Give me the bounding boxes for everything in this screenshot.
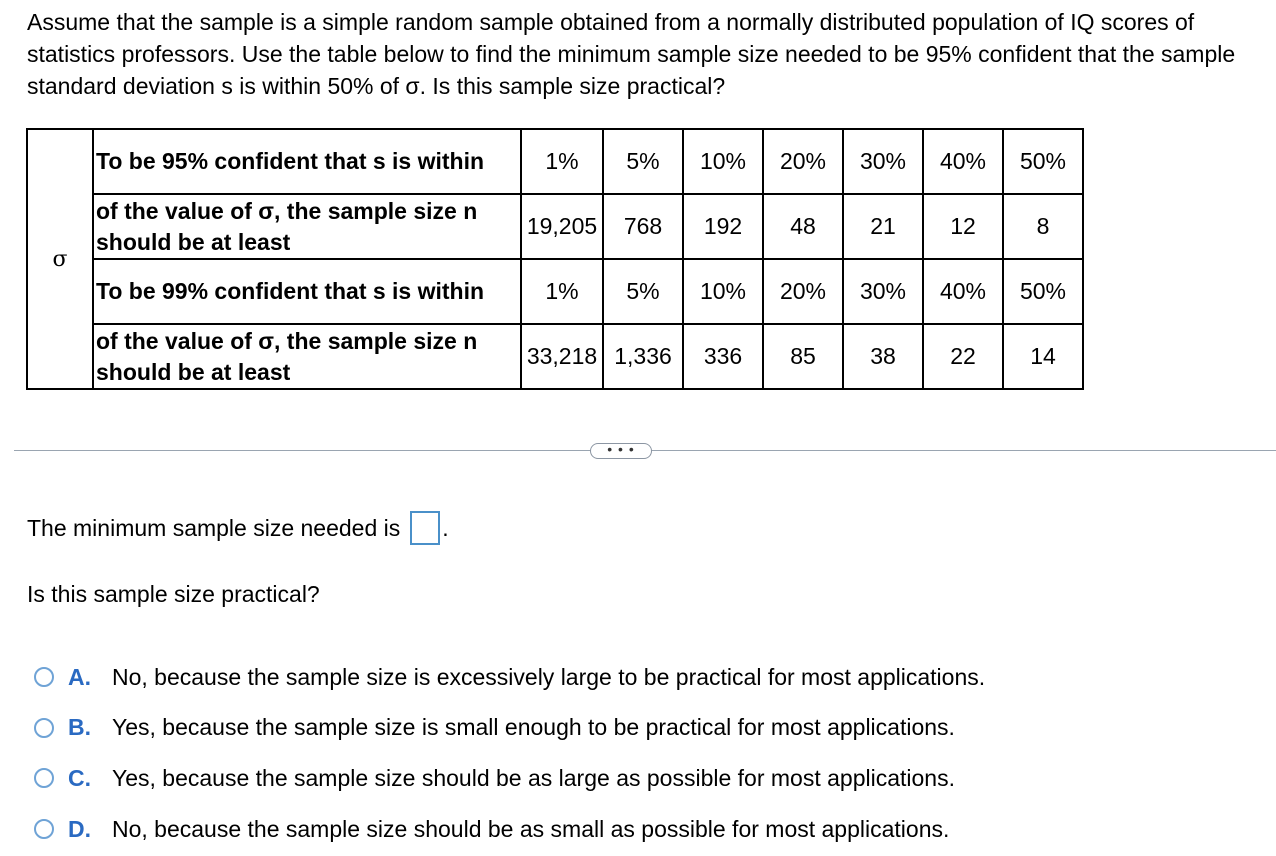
table-cell: 768 (603, 194, 683, 259)
radio-button-d[interactable] (34, 819, 54, 839)
table-cell: 21 (843, 194, 923, 259)
table-cell: 8 (1003, 194, 1083, 259)
table-cell: 33,218 (521, 324, 603, 389)
option-d[interactable] (34, 804, 985, 855)
table-row (27, 194, 1083, 259)
table-cell: 1% (521, 129, 603, 194)
option-a[interactable] (34, 652, 985, 703)
row-label: To be 99% confident that s is within (93, 259, 521, 324)
table-cell: 40% (923, 129, 1003, 194)
table-cell: 19,205 (521, 194, 603, 259)
answer-options (34, 652, 985, 854)
table-cell: 12 (923, 194, 1003, 259)
table-cell: 1,336 (603, 324, 683, 389)
table-cell: 1% (521, 259, 603, 324)
option-text: No, because the sample size should be as small as possible for most applications. (112, 815, 950, 842)
table-cell: 10% (683, 259, 763, 324)
table-cell: 30% (843, 129, 923, 194)
table-cell: 48 (763, 194, 843, 259)
radio-button-c[interactable] (34, 768, 54, 788)
option-letter: C. (68, 764, 91, 791)
option-text: Yes, because the sample size is small enough to be practical for most applications. (112, 714, 955, 741)
table-cell: 5% (603, 259, 683, 324)
sigma-symbol: σ (27, 129, 93, 389)
option-text: No, because the sample size is excessively large to be practical for most applications. (112, 663, 986, 690)
show-more-button[interactable]: • • • (590, 443, 652, 459)
table-cell: 20% (763, 259, 843, 324)
option-letter: D. (68, 815, 91, 842)
answer-line (27, 510, 449, 546)
table-cell: 14 (1003, 324, 1083, 389)
table-cell: 50% (1003, 129, 1083, 194)
table-cell: 10% (683, 129, 763, 194)
practical-question: Is this sample size practical? (27, 581, 320, 607)
table-row (27, 324, 1083, 389)
option-text: Yes, because the sample size should be as large as possible for most applications. (112, 764, 955, 791)
table-row (27, 129, 1083, 194)
option-c[interactable] (34, 753, 985, 804)
question-text: Assume that the sample is a simple random sample obtained from a normally distributed population of IQ scores of statistics professors. Use the table below to find the minimum sample size needed to be 95% confident that the sample standard deviation s is within 50% of σ. Is this sample size practical? (27, 9, 1236, 99)
table-cell: 22 (923, 324, 1003, 389)
answer-suffix: . (442, 515, 449, 541)
table-row (27, 259, 1083, 324)
table-cell: 5% (603, 129, 683, 194)
radio-button-a[interactable] (34, 667, 54, 687)
table-cell: 336 (683, 324, 763, 389)
sample-size-table (26, 128, 1084, 390)
table-cell: 20% (763, 129, 843, 194)
table-cell: 85 (763, 324, 843, 389)
answer-prompt: The minimum sample size needed is (27, 515, 401, 541)
option-letter: A. (68, 663, 91, 690)
radio-button-b[interactable] (34, 718, 54, 738)
table-cell: 192 (683, 194, 763, 259)
row-label: To be 95% confident that s is within (93, 129, 521, 194)
table-cell: 30% (843, 259, 923, 324)
sample-size-input[interactable] (410, 511, 440, 545)
table-cell: 40% (923, 259, 1003, 324)
row-label: of the value of σ, the sample size n should be at least (93, 194, 521, 259)
table-cell: 38 (843, 324, 923, 389)
option-letter: B. (68, 714, 91, 741)
table-cell: 50% (1003, 259, 1083, 324)
row-label: of the value of σ, the sample size n should be at least (93, 324, 521, 389)
option-b[interactable] (34, 703, 985, 754)
